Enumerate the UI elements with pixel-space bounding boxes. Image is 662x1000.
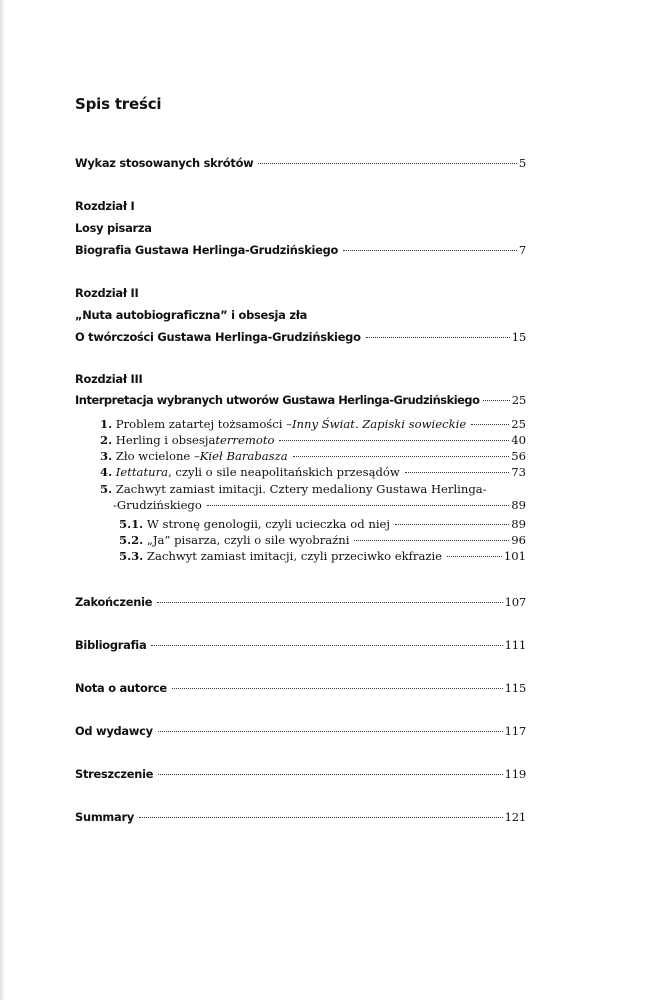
- toc-subsection-5-2: 5.2. „Ja” pisarza, czyli o sile wyobraźni 96: [119, 533, 526, 547]
- entry-label: Wykaz stosowanych skrótów: [75, 156, 254, 170]
- chapter-2-title: „Nuta autobiograficzna” i obsesja zła: [75, 308, 308, 322]
- page-number: 117: [504, 724, 526, 738]
- toc-entry-chapter-2: [75, 330, 526, 344]
- page-number: 15: [511, 330, 526, 344]
- toc-section-1: 1. Problem zatartej tożsamości – Inny Świat. Zapiski sowieckie 25: [100, 417, 526, 431]
- chapter-1-title: Losy pisarza: [75, 221, 152, 235]
- toc-section-3: 3. Zło wcielone – Kieł Barabasza 56: [100, 449, 526, 463]
- leader-dots: [172, 688, 503, 689]
- page-number: 25: [511, 417, 526, 431]
- page-number: 101: [503, 549, 526, 563]
- page-number: 121: [504, 810, 526, 824]
- chapter-2-label: Rozdział II: [75, 286, 139, 300]
- toc-section-2: 2. Herling i obsesja terremoto 40: [100, 433, 526, 447]
- toc-subsection-5-3: 5.3. Zachwyt zamiast imitacji, czyli przeciwko ekfrazie 101: [119, 549, 526, 563]
- toc-entry-chapter-1: [75, 243, 526, 257]
- leader-dots: [483, 400, 510, 401]
- toc-section-5-continued: -Grudzińskiego 89: [113, 498, 526, 512]
- toc-section-4: 4. Iettatura , czyli o sile neapolitańskich przesądów 73: [100, 465, 526, 479]
- page-number: 96: [511, 533, 526, 547]
- leader-dots: [471, 424, 509, 425]
- page-number: 107: [504, 595, 526, 609]
- leader-dots: [366, 337, 510, 338]
- leader-dots: [354, 540, 509, 541]
- leader-dots: [405, 472, 509, 473]
- leader-dots: [343, 250, 517, 251]
- entry-label: O twórczości Gustawa Herlinga-Grudzińskiego: [75, 330, 361, 344]
- toc-entry-zakonczenie: Zakończenie 107: [75, 595, 526, 609]
- page-number: 89: [511, 498, 526, 512]
- page-number: 25: [511, 393, 526, 407]
- leader-dots: [258, 163, 516, 164]
- toc-entry-chapter-3: [75, 393, 526, 407]
- page-number: 115: [504, 681, 526, 695]
- leader-dots: [279, 440, 509, 441]
- leader-dots: [395, 524, 509, 525]
- leader-dots: [207, 505, 509, 506]
- page-edge-shadow: [0, 0, 5, 1000]
- entry-label: Interpretacja wybranych utworów Gustawa Herlinga-Grudzińskiego: [75, 393, 480, 407]
- chapter-3-label: Rozdział III: [75, 372, 143, 386]
- toc-entry-summary: Summary 121: [75, 810, 526, 824]
- page-number: 7: [518, 243, 526, 257]
- toc-section-5: 5. Zachwyt zamiast imitacji. Cztery medaliony Gustawa Herlinga-: [100, 482, 487, 496]
- leader-dots: [139, 817, 503, 818]
- toc-entry-od-wydawcy: Od wydawcy 117: [75, 724, 526, 738]
- leader-dots: [293, 456, 510, 457]
- page-number: 40: [511, 433, 526, 447]
- leader-dots: [158, 774, 502, 775]
- entry-label: Biografia Gustawa Herlinga-Grudzińskiego: [75, 243, 339, 257]
- page-title: Spis treści: [75, 95, 162, 113]
- page-number: 73: [511, 465, 526, 479]
- chapter-1-label: Rozdział I: [75, 199, 135, 213]
- leader-dots: [151, 645, 502, 646]
- leader-dots: [447, 556, 502, 557]
- leader-dots: [158, 731, 503, 732]
- page-number: 111: [504, 638, 526, 652]
- page-number: 89: [511, 517, 526, 531]
- toc-entry-skroty: [75, 156, 526, 170]
- page-number: 5: [518, 156, 526, 170]
- toc-entry-nota: Nota o autorce 115: [75, 681, 526, 695]
- toc-entry-bibliografia: Bibliografia 111: [75, 638, 526, 652]
- page-number: 56: [511, 449, 526, 463]
- toc-entry-streszczenie: Streszczenie 119: [75, 767, 526, 781]
- toc-subsection-5-1: 5.1. W stronę genologii, czyli ucieczka od niej 89: [119, 517, 526, 531]
- page-number: 119: [504, 767, 526, 781]
- leader-dots: [157, 602, 502, 603]
